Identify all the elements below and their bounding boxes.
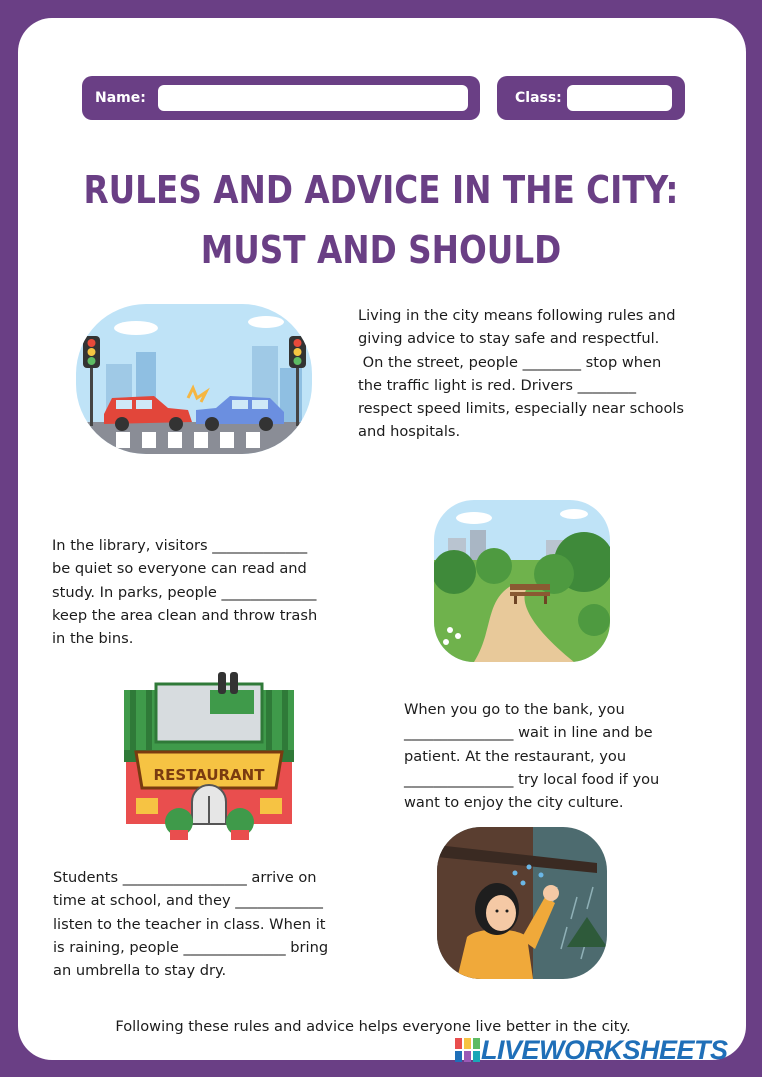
rain-illustration [437, 827, 607, 979]
text-line: and hospitals. [358, 423, 461, 441]
text-line: On the street, people ________ stop when [358, 353, 662, 371]
page-title-line-2: MUST AND SHOULD [200, 228, 562, 272]
page-title-line-1: RULES AND ADVICE IN THE CITY: [83, 168, 679, 212]
text-line: is raining, people ______________ bring [53, 938, 329, 956]
text-line: study. In parks, people _____________ [52, 583, 317, 601]
library-paragraph [52, 534, 317, 650]
name-label: Name: [95, 90, 146, 106]
text-line: time at school, and they ____________ [53, 892, 323, 910]
bank-paragraph [404, 698, 659, 814]
restaurant-sign-text: RESTAURANT [153, 766, 265, 784]
park-illustration [434, 500, 610, 662]
class-field-box [497, 76, 685, 120]
liveworksheets-icon [455, 1038, 481, 1062]
students-paragraph [53, 866, 328, 982]
liveworksheets-logo[interactable] [455, 1036, 728, 1064]
text-line: keep the area clean and throw trash [52, 606, 318, 624]
footer-sentence: Following these rules and advice helps everyone live better in the city. [115, 1018, 631, 1035]
text-line: _______________ try local food if you [404, 770, 660, 788]
text-line: In the library, visitors _____________ [52, 537, 308, 554]
text-line: When you go to the bank, you [404, 701, 625, 718]
name-input[interactable] [158, 85, 468, 111]
liveworksheets-wordmark: LIVEWORKSHEETS [481, 1034, 728, 1065]
text-line: _______________ wait in line and be [404, 724, 653, 742]
text-line: be quiet so everyone can read and [52, 560, 307, 578]
text-line: in the bins. [52, 630, 134, 648]
text-line: Living in the city means following rules and [358, 307, 676, 324]
class-input[interactable] [567, 85, 672, 111]
text-line: giving advice to stay safe and respectful. [358, 330, 660, 348]
name-field-box [82, 76, 480, 120]
street-paragraph [358, 304, 684, 444]
text-line: the traffic light is red. Drivers ________ [358, 376, 637, 394]
text-line: patient. At the restaurant, you [404, 747, 627, 765]
text-line: want to enjoy the city culture. [404, 794, 624, 812]
class-label: Class: [515, 90, 562, 106]
restaurant-illustration [120, 670, 298, 840]
text-line: listen to the teacher in class. When it [53, 915, 326, 933]
text-line: an umbrella to stay dry. [53, 962, 227, 980]
text-line: respect speed limits, especially near schools [358, 400, 685, 418]
text-line: Students _________________ arrive on [53, 869, 317, 886]
traffic-street-illustration [76, 304, 312, 454]
